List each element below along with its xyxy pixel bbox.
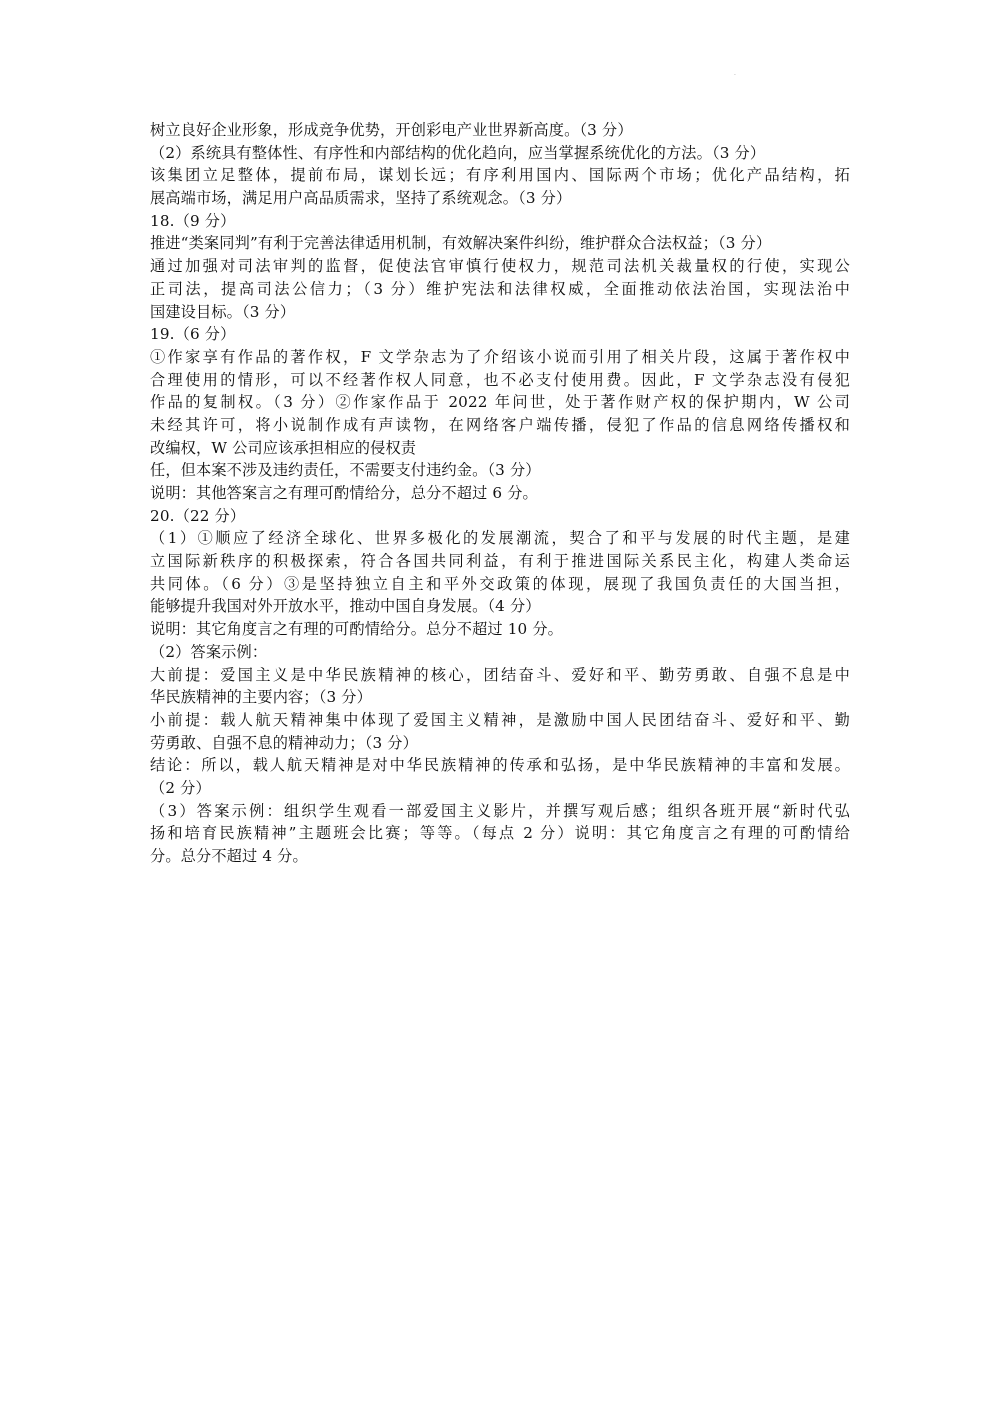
text-line: 改编权，W 公司应该承担相应的侵权责 <box>150 438 417 457</box>
text-line: 能够提升我国对外开放水平，推动中国自身发展。（4 分） <box>150 597 541 616</box>
text-line: 分。总分不超过 4 分。 <box>150 847 308 865</box>
corner-mark: · <box>734 72 736 79</box>
question-number: 20.（22 分） <box>150 506 246 525</box>
text-line: ①作家享有作品的著作权，F 文学杂志为了介绍该小说而引用了相关片段，这属于著作权中 <box>150 347 850 366</box>
text-line: 该集团立足整体，提前布局，谋划长远；有序利用国内、国际两个市场；优化产品结构，拓 <box>150 166 850 185</box>
text-line: 树立良好企业形象，形成竞争优势，开创彩电产业世界新高度。（3 分） <box>150 121 633 139</box>
text-line: 共同体。（6 分）③是坚持独立自主和平外交政策的体现，展现了我国负责任的大国当担， <box>150 574 850 593</box>
text-line: 结论：所以，载人航天精神是对中华民族精神的传承和弘扬，是中华民族精神的丰富和发展。 <box>150 756 850 775</box>
text-line: 华民族精神的主要内容；（3 分） <box>150 688 372 707</box>
text-line: 说明：其他答案言之有理可酌情给分，总分不超过 6 分。 <box>150 484 538 502</box>
text-line: 正司法，提高司法公信力；（3 分）维护宪法和法律权威，全面推动依法治国，实现法治中 <box>150 279 850 298</box>
text-line: （2 分） <box>150 778 211 797</box>
text-line: 展高端市场，满足用户高品质需求，坚持了系统观念。（3 分） <box>150 189 572 208</box>
text-line: 合理使用的情形，可以不经著作权人同意，也不必支付使用费。因此，F 文学杂志没有侵犯 <box>150 370 850 389</box>
text-line: （2）答案示例： <box>150 642 268 661</box>
text-line: 劳勇敢、自强不息的精神动力；（3 分） <box>150 733 418 752</box>
question-number: 19.（6 分） <box>150 325 236 344</box>
text-line: （2）系统具有整体性、有序性和内部结构的优化趋向，应当掌握系统优化的方法。（3 分） <box>150 143 766 162</box>
question-number: 18.（9 分） <box>150 211 236 230</box>
answer-text-body <box>150 119 850 868</box>
text-line: （1）①顺应了经济全球化、世界多极化的发展潮流，契合了和平与发展的时代主题，是建 <box>150 529 850 548</box>
text-line: 大前提：爱国主义是中华民族精神的核心，团结奋斗、爱好和平、勤劳勇敢、自强不息是中 <box>150 665 850 684</box>
text-line: 未经其许可，将小说制作成有声读物，在网络客户端传播，侵犯了作品的信息网络传播权和 <box>150 415 850 434</box>
text-line: 扬和培育民族精神”主题班会比赛；等等。（每点 2 分）说明：其它角度言之有理的可酌情给 <box>150 824 850 843</box>
text-line: （3）答案示例：组织学生观看一部爱国主义影片，并撰写观后感；组织各班开展“新时代弘 <box>150 801 850 820</box>
text-line: 通过加强对司法审判的监督，促使法官审慎行使权力，规范司法机关裁量权的行使，实现公 <box>150 257 850 276</box>
text-line: 说明：其它角度言之有理的可酌情给分。总分不超过 10 分。 <box>150 620 564 639</box>
text-line: 作品的复制权。（3 分）②作家作品于 2022 年问世，处于著作财产权的保护期内，W 公司 <box>150 393 850 412</box>
text-line: 立国际新秩序的积极探索，符合各国共同利益，有利于推进国际关系民主化，构建人类命运 <box>150 552 850 571</box>
text-line: 小前提：载人航天精神集中体现了爱国主义精神，是激励中国人民团结奋斗、爱好和平、勤 <box>150 710 850 729</box>
text-line: 国建设目标。（3 分） <box>150 302 296 321</box>
text-line: 任，但本案不涉及违约责任，不需要支付违约金。（3 分） <box>150 461 541 480</box>
text-line: 推进“类案同判”有利于完善法律适用机制，有效解决案件纠纷，维护群众合法权益；（3 分） <box>150 234 772 253</box>
